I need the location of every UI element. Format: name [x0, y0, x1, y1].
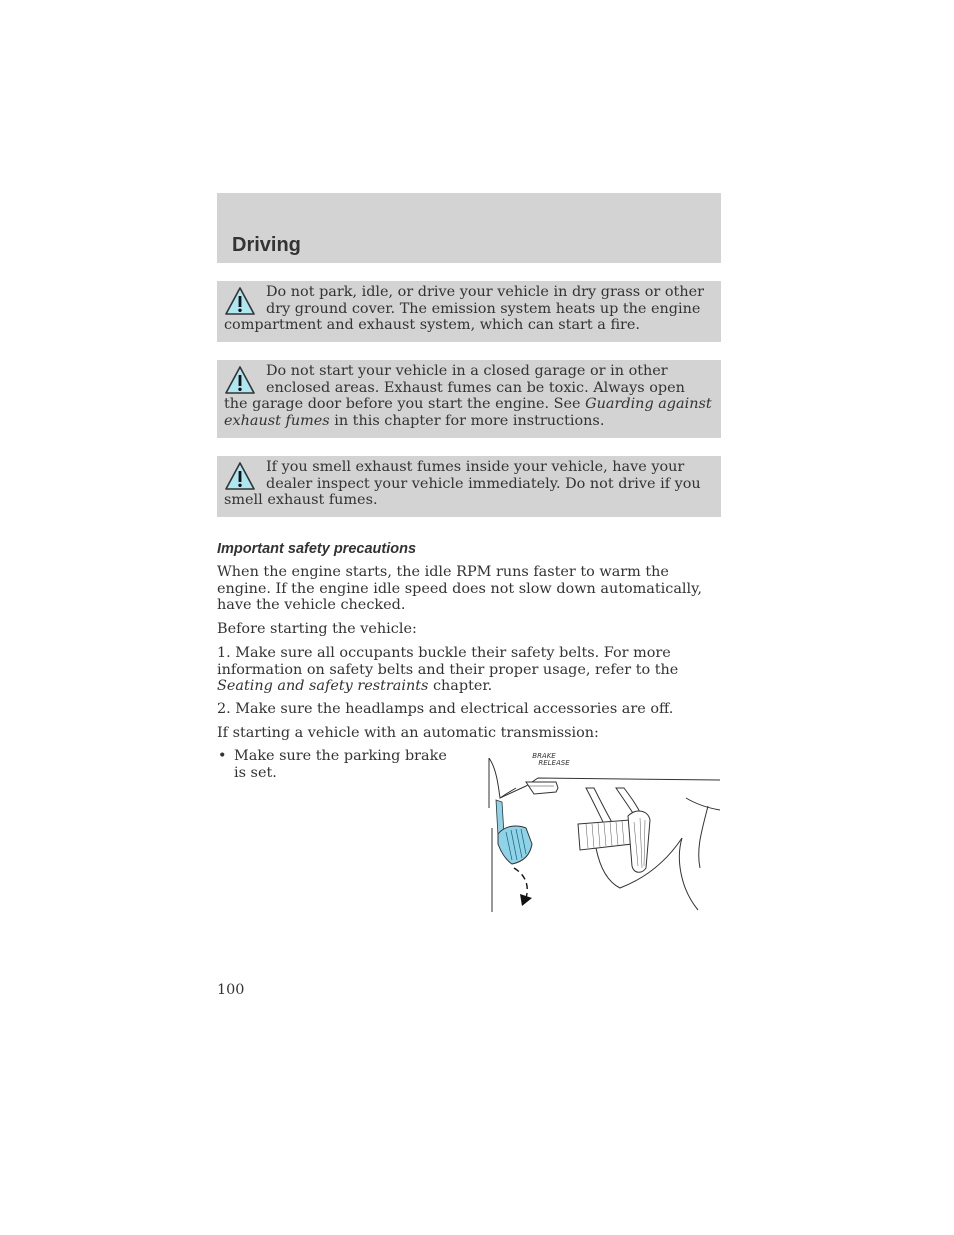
bullet-item-parking-brake [217, 748, 452, 781]
bullet-text: Make sure the parking brake is set. [234, 748, 447, 781]
figure-label-brake: BRAKE [532, 752, 556, 760]
warning-text [224, 363, 713, 429]
warning-triangle-icon [224, 461, 256, 491]
warning-text-before: Do not start your vehicle in a closed garage or in other enclosed areas. Exhaust fumes can be toxic. Always open the garage door before you start the engine. See [224, 363, 685, 412]
paragraph-before-starting: Before starting the vehicle: [217, 621, 417, 637]
warning-text: Do not park, idle, or drive your vehicle in dry grass or other dry ground cover. The emission system heats up the engine compartment and exhaust system, which can start a fire. [224, 284, 704, 333]
paragraph-safety-belts [217, 645, 721, 695]
warning-box-closed-garage [217, 360, 721, 438]
cross-reference-exhaust-fumes: Guarding against exhaust fumes [224, 396, 712, 429]
warning-triangle-icon [224, 286, 256, 316]
chapter-title: Driving [232, 234, 301, 256]
paragraph-automatic-transmission: If starting a vehicle with an automatic transmission: [217, 725, 599, 741]
figure-label-release: RELEASE [538, 759, 570, 767]
chapter-header [217, 193, 721, 263]
paragraph-text-after: chapter. [428, 678, 493, 694]
warning-box-smell-fumes [217, 456, 721, 517]
section-heading: Important safety precautions [217, 541, 417, 557]
paragraph-text-before: 1. Make sure all occupants buckle their safety belts. For more information on safety belts and their proper usage, refer to the [217, 645, 679, 678]
paragraph-headlamps: 2. Make sure the headlamps and electrical accessories are off. [217, 701, 674, 717]
bullet-dot: • [218, 748, 227, 764]
page-number: 100 [217, 982, 245, 998]
warning-triangle-icon [224, 365, 256, 395]
parking-brake-illustration [486, 748, 722, 912]
warning-box-dry-grass [217, 281, 721, 342]
cross-reference-seating: Seating and safety restraints [217, 678, 429, 694]
warning-text: If you smell exhaust fumes inside your vehicle, have your dealer inspect your vehicle immediately. Do not drive if you smell exhaust fumes. [224, 459, 701, 508]
warning-text-after: in this chapter for more instructions. [329, 412, 605, 429]
paragraph-idle-rpm: When the engine starts, the idle RPM runs faster to warm the engine. If the engine idle speed does not slow down automatically, have the vehicle checked. [217, 564, 702, 613]
